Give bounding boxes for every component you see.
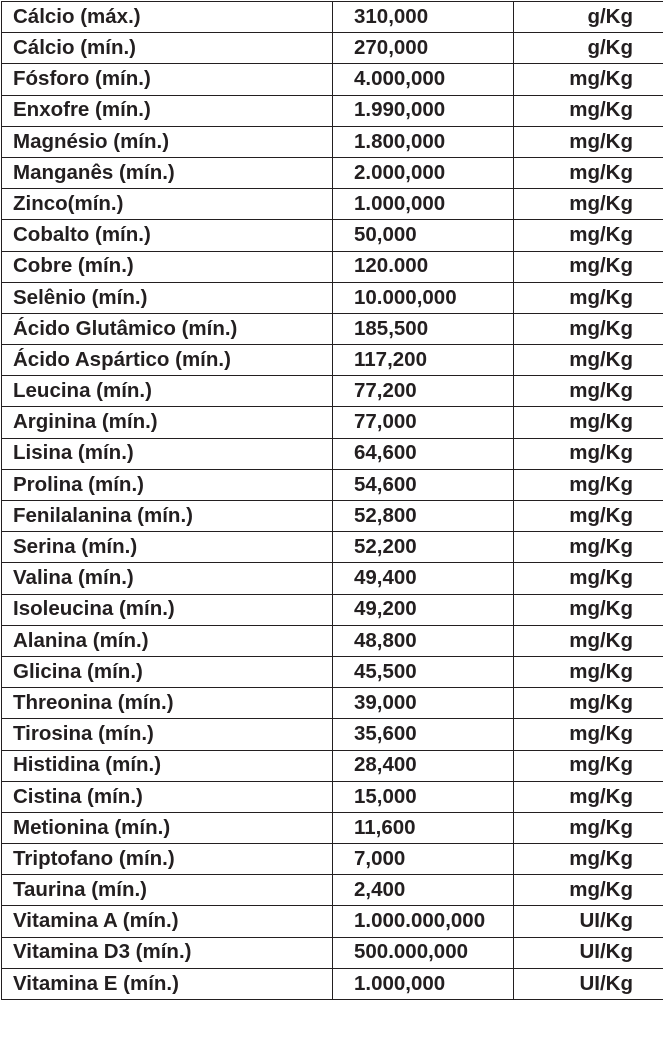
table-row: [2, 688, 663, 719]
nutrient-value-cell: 52,200: [333, 532, 514, 563]
nutrient-unit-cell: mg/Kg: [514, 64, 663, 95]
table-row: [2, 220, 663, 251]
nutrient-value-cell: 50,000: [333, 220, 514, 251]
nutrient-value-cell: 2,400: [333, 875, 514, 906]
nutrient-value-cell: 1.000.000,000: [333, 906, 514, 937]
table-row: [2, 875, 663, 906]
table-row: [2, 844, 663, 875]
nutrient-unit-cell: mg/Kg: [514, 719, 663, 750]
nutrient-unit-cell: mg/Kg: [514, 469, 663, 500]
nutrient-unit-cell: mg/Kg: [514, 844, 663, 875]
nutrient-name-cell: Lisina (mín.): [2, 438, 333, 469]
table-row: [2, 906, 663, 937]
nutrient-unit-cell: mg/Kg: [514, 313, 663, 344]
table-row: [2, 937, 663, 968]
nutrient-unit-cell: mg/Kg: [514, 126, 663, 157]
nutrient-value-cell: 1.000,000: [333, 968, 514, 999]
nutrient-value-cell: 10.000,000: [333, 282, 514, 313]
nutrient-unit-cell: mg/Kg: [514, 95, 663, 126]
nutrient-unit-cell: g/Kg: [514, 2, 663, 33]
nutrient-table: [1, 1, 663, 1000]
nutrient-value-cell: 1.000,000: [333, 189, 514, 220]
nutrient-name-cell: Vitamina A (mín.): [2, 906, 333, 937]
nutrient-name-cell: Fósforo (mín.): [2, 64, 333, 95]
nutrient-name-cell: Magnésio (mín.): [2, 126, 333, 157]
nutrient-unit-cell: mg/Kg: [514, 376, 663, 407]
table-row: [2, 719, 663, 750]
nutrient-name-cell: Cobre (mín.): [2, 251, 333, 282]
nutrient-value-cell: 35,600: [333, 719, 514, 750]
nutrient-unit-cell: UI/Kg: [514, 968, 663, 999]
table-row: [2, 126, 663, 157]
nutrient-name-cell: Leucina (mín.): [2, 376, 333, 407]
nutrient-value-cell: 120.000: [333, 251, 514, 282]
table-row: [2, 469, 663, 500]
table-row: [2, 64, 663, 95]
nutrient-name-cell: Enxofre (mín.): [2, 95, 333, 126]
nutrient-value-cell: 4.000,000: [333, 64, 514, 95]
nutrient-value-cell: 500.000,000: [333, 937, 514, 968]
nutrient-name-cell: Isoleucina (mín.): [2, 594, 333, 625]
table-row: [2, 189, 663, 220]
table-row: [2, 656, 663, 687]
nutrient-name-cell: Triptofano (mín.): [2, 844, 333, 875]
nutrient-name-cell: Tirosina (mín.): [2, 719, 333, 750]
nutrient-name-cell: Metionina (mín.): [2, 812, 333, 843]
nutrient-name-cell: Valina (mín.): [2, 563, 333, 594]
nutrient-name-cell: Taurina (mín.): [2, 875, 333, 906]
nutrient-value-cell: 310,000: [333, 2, 514, 33]
nutrient-unit-cell: g/Kg: [514, 33, 663, 64]
nutrient-unit-cell: mg/Kg: [514, 157, 663, 188]
nutrient-unit-cell: UI/Kg: [514, 937, 663, 968]
nutrient-unit-cell: mg/Kg: [514, 625, 663, 656]
table-row: [2, 157, 663, 188]
nutrient-value-cell: 1.800,000: [333, 126, 514, 157]
nutrient-unit-cell: mg/Kg: [514, 532, 663, 563]
nutrient-unit-cell: mg/Kg: [514, 282, 663, 313]
nutrient-value-cell: 39,000: [333, 688, 514, 719]
nutrient-unit-cell: mg/Kg: [514, 189, 663, 220]
nutrient-unit-cell: mg/Kg: [514, 812, 663, 843]
nutrient-unit-cell: mg/Kg: [514, 656, 663, 687]
nutrient-unit-cell: mg/Kg: [514, 407, 663, 438]
nutrient-value-cell: 15,000: [333, 781, 514, 812]
nutrient-unit-cell: mg/Kg: [514, 251, 663, 282]
table-row: [2, 625, 663, 656]
nutrient-name-cell: Cálcio (máx.): [2, 2, 333, 33]
nutrient-name-cell: Ácido Glutâmico (mín.): [2, 313, 333, 344]
table-row: [2, 407, 663, 438]
table-row: [2, 532, 663, 563]
nutrient-name-cell: Vitamina E (mín.): [2, 968, 333, 999]
nutrient-unit-cell: mg/Kg: [514, 501, 663, 532]
nutrient-value-cell: 45,500: [333, 656, 514, 687]
table-row: [2, 376, 663, 407]
nutrient-name-cell: Arginina (mín.): [2, 407, 333, 438]
table-row: [2, 282, 663, 313]
nutrient-value-cell: 185,500: [333, 313, 514, 344]
table-row: [2, 594, 663, 625]
table-row: [2, 95, 663, 126]
table-row: [2, 968, 663, 999]
table-row: [2, 781, 663, 812]
nutrient-value-cell: 270,000: [333, 33, 514, 64]
nutrient-value-cell: 77,200: [333, 376, 514, 407]
table-row: [2, 251, 663, 282]
table-row: [2, 345, 663, 376]
nutrient-value-cell: 52,800: [333, 501, 514, 532]
table-row: [2, 438, 663, 469]
nutrient-value-cell: 1.990,000: [333, 95, 514, 126]
nutrient-unit-cell: mg/Kg: [514, 688, 663, 719]
table-row: [2, 501, 663, 532]
nutrient-name-cell: Vitamina D3 (mín.): [2, 937, 333, 968]
table-row: [2, 313, 663, 344]
nutrient-name-cell: Histidina (mín.): [2, 750, 333, 781]
nutrient-name-cell: Cobalto (mín.): [2, 220, 333, 251]
nutrient-name-cell: Selênio (mín.): [2, 282, 333, 313]
nutrient-name-cell: Cistina (mín.): [2, 781, 333, 812]
nutrient-name-cell: Fenilalanina (mín.): [2, 501, 333, 532]
table-row: [2, 563, 663, 594]
nutrient-name-cell: Threonina (mín.): [2, 688, 333, 719]
table-row: [2, 750, 663, 781]
nutrient-name-cell: Ácido Aspártico (mín.): [2, 345, 333, 376]
nutrient-name-cell: Manganês (mín.): [2, 157, 333, 188]
nutrient-name-cell: Zinco(mín.): [2, 189, 333, 220]
nutrient-value-cell: 77,000: [333, 407, 514, 438]
nutrient-unit-cell: mg/Kg: [514, 345, 663, 376]
nutrient-name-cell: Serina (mín.): [2, 532, 333, 563]
nutrient-value-cell: 49,200: [333, 594, 514, 625]
nutrient-unit-cell: UI/Kg: [514, 906, 663, 937]
nutrient-table-body: [2, 2, 663, 1000]
nutrient-value-cell: 49,400: [333, 563, 514, 594]
nutrient-unit-cell: mg/Kg: [514, 781, 663, 812]
table-row: [2, 2, 663, 33]
nutrient-unit-cell: mg/Kg: [514, 875, 663, 906]
nutrient-value-cell: 28,400: [333, 750, 514, 781]
nutrient-unit-cell: mg/Kg: [514, 563, 663, 594]
nutrient-value-cell: 64,600: [333, 438, 514, 469]
nutrient-name-cell: Alanina (mín.): [2, 625, 333, 656]
table-row: [2, 33, 663, 64]
nutrient-value-cell: 54,600: [333, 469, 514, 500]
nutrient-value-cell: 11,600: [333, 812, 514, 843]
nutrient-value-cell: 48,800: [333, 625, 514, 656]
nutrient-value-cell: 2.000,000: [333, 157, 514, 188]
nutrient-unit-cell: mg/Kg: [514, 750, 663, 781]
nutrient-name-cell: Glicina (mín.): [2, 656, 333, 687]
nutrient-unit-cell: mg/Kg: [514, 438, 663, 469]
nutrient-value-cell: 117,200: [333, 345, 514, 376]
nutrient-name-cell: Cálcio (mín.): [2, 33, 333, 64]
nutrient-unit-cell: mg/Kg: [514, 220, 663, 251]
nutrient-name-cell: Prolina (mín.): [2, 469, 333, 500]
table-row: [2, 812, 663, 843]
nutrient-value-cell: 7,000: [333, 844, 514, 875]
nutrient-unit-cell: mg/Kg: [514, 594, 663, 625]
